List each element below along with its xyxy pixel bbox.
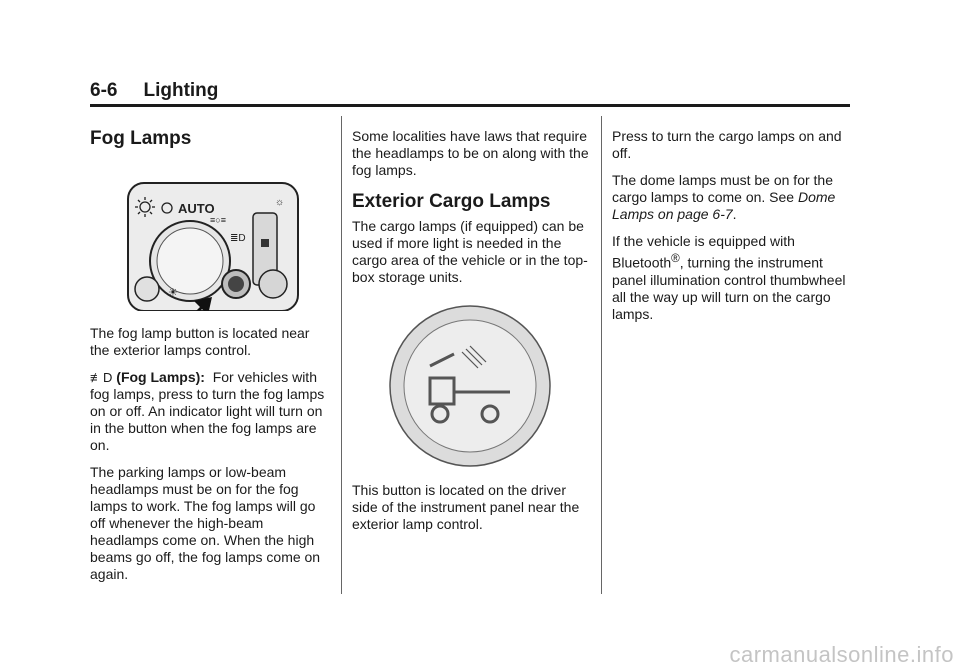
cargo-para-4-end: . bbox=[732, 206, 737, 222]
cargo-para-3: Press to turn the cargo lamps on and off. bbox=[612, 128, 842, 161]
cargo-lamp-button-figure bbox=[352, 296, 592, 472]
dome-lamp-icon: ☼ bbox=[275, 197, 285, 208]
column-divider-1 bbox=[341, 116, 342, 594]
page-header bbox=[90, 80, 218, 102]
cargo-para-5-end: , turning the instrument panel illumination control thumbwheel all the way up will turn on the cargo lamps. bbox=[612, 254, 846, 322]
cargo-para-4-text: The dome lamps must be on for the cargo lamps to come on. See bbox=[612, 172, 833, 205]
cargo-para-1: The cargo lamps (if equipped) can be used if more light is needed in the cargo area of the vehicle or in the top-box storage units. bbox=[352, 218, 588, 285]
registered-mark: ® bbox=[671, 252, 680, 265]
column-3 bbox=[612, 128, 852, 333]
fog-para-1: The fog lamp button is located near the exterior lamps control. bbox=[90, 325, 310, 358]
cargo-para-5-text: If the vehicle is equipped with Bluetooth bbox=[612, 233, 795, 271]
fog-lamps-label: (Fog Lamps): bbox=[116, 369, 205, 385]
low-beam-icon: ≣D bbox=[230, 233, 246, 244]
fog-lamps-heading: Fog Lamps bbox=[90, 128, 192, 149]
header-rule bbox=[90, 104, 850, 107]
parking-lamp-icon: ≡○≡ bbox=[210, 215, 226, 225]
localities-para: Some localities have laws that require the headlamps to be on along with the fog lamps. bbox=[352, 128, 589, 178]
fog-lamp-control-figure bbox=[90, 161, 330, 311]
fog-para-3: The parking lamps or low-beam headlamps must be on for the fog lamps to work. The fog lamps will go off whenever the high-beam headlamps come on. When the high beams go off, the fog lamps come on again. bbox=[90, 464, 321, 582]
dimmer-icon: ☀ bbox=[168, 287, 178, 299]
fog-lamp-icon: ≢D bbox=[90, 370, 113, 385]
fog-para-2 bbox=[90, 369, 330, 454]
section-title: Lighting bbox=[143, 80, 219, 101]
dome-lamps-link[interactable]: Dome Lamps on page 6-7 bbox=[612, 189, 836, 222]
column-1 bbox=[90, 130, 330, 593]
cargo-lamp-button[interactable] bbox=[259, 270, 287, 298]
cargo-lamps-heading: Exterior Cargo Lamps bbox=[352, 191, 551, 212]
left-button[interactable] bbox=[135, 277, 159, 301]
section-number: 6-6 bbox=[90, 80, 118, 101]
column-divider-2 bbox=[601, 116, 602, 594]
watermark: carmanualsonline.info bbox=[729, 642, 954, 667]
fog-para-2-text: For vehicles with fog lamps, press to turn the fog lamps on or off. An indicator light will turn on in the button when the fog lamps are on. bbox=[90, 369, 325, 453]
column-2 bbox=[352, 128, 592, 543]
auto-label: AUTO bbox=[178, 201, 215, 216]
cargo-para-5 bbox=[612, 233, 852, 323]
cargo-para-2: This button is located on the driver side of the instrument panel near the exterior lamp control. bbox=[352, 482, 580, 532]
cargo-para-4 bbox=[612, 172, 852, 223]
